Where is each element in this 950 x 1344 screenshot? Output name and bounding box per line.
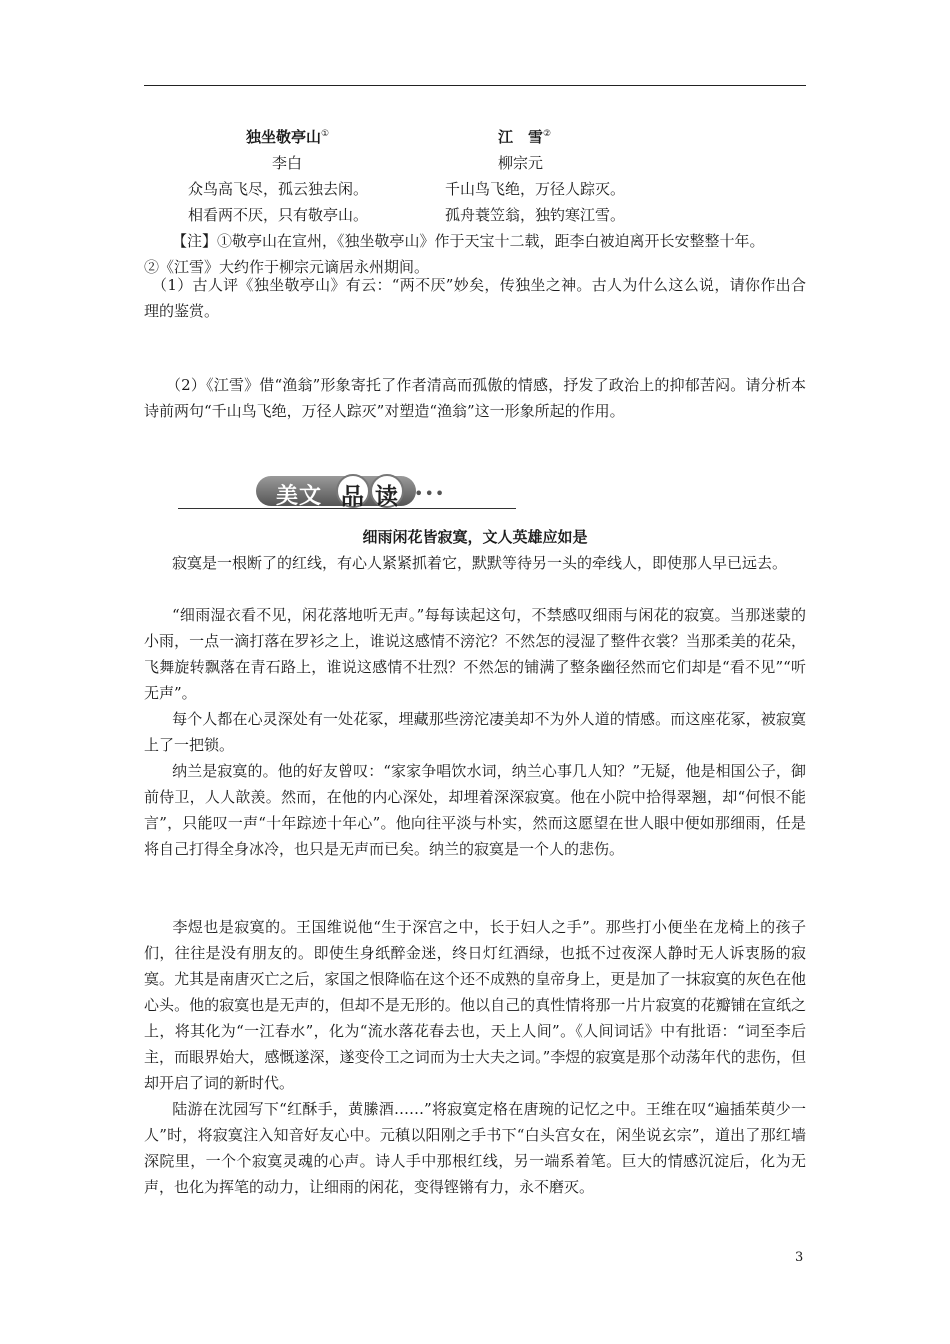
header-rule [144,85,806,86]
poem1-author: 李白 [272,154,303,172]
article-paragraph-3 [144,706,806,758]
article-paragraph-6-text: 陆游在沈园写下“红酥手，黄縢酒……”将寂寞定格在唐琬的记忆之中。王维在叹“遍插茱萸少一人”时，将寂寞注入知音好友心中。元稹以阳刚之手书下“白头宫女在，闲坐说玄宗”，道出了那红墙深院里，一个个寂寞灵魂的心声。诗人手中那根红线，另一端系着笔。巨大的情感沉淀后，化为无声，也化为挥笔的动力，让细雨的闲花，变得铿锵有力，永不磨灭。 [144,1100,806,1196]
section-banner-label: 美文 [276,483,323,509]
poem1-title-text: 独坐敬亭山 [246,128,322,146]
banner-char-du: 读 [375,483,398,510]
note-2: ②《江雪》大约作于柳宗元谪居永州期间。 [144,258,430,276]
article-paragraph-1 [144,550,806,576]
article-paragraph-4-text: 纳兰是寂寞的。他的好友曾叹：“家家争唱饮水词，纳兰心事几人知？”无疑，他是相国公子，御前侍卫，人人歆羡。然而，在他的内心深处，却埋着深深寂寞。他在小院中拾得翠翘，却“何恨不能言”，只能叹一声“十年踪迹十年心”。他向往平淡与朴实，然而这愿望在世人眼中便如那细雨，任是将自己打得全身冰冷，也只是无声而已矣。纳兰的寂寞是一个人的悲伤。 [144,762,806,858]
poem1-note-marker: ① [321,129,330,139]
article-paragraph-2 [144,602,806,706]
poem1-title [246,126,329,147]
article-paragraph-5 [144,914,806,1096]
poem1-line-2: 相看两不厌，只有敬亭山。 [188,206,369,224]
poem2-title-text: 江 雪 [498,128,544,146]
article-paragraph-4 [144,758,806,862]
note-1: 【注】①敬亭山在宣州，《独坐敬亭山》作于天宝十二载，距李白被迫离开长安整整十年。 [172,232,765,250]
article-paragraph-2-text: “细雨湿衣看不见，闲花落地听无声。”每每读起这句，不禁感叹细雨与闲花的寂寞。当那迷蒙的小雨，一点一滴打落在罗衫之上，谁说这感情不滂沱？不然怎的浸湿了整件衣裳？当那柔美的花朵，飞舞旋转飘落在青石路上，谁说这感情不壮烈？不然怎的铺满了整条幽径然而它们却是“看不见”“听无声”。 [144,606,806,702]
poem2-author: 柳宗元 [498,154,544,172]
poem2-line-2: 孤舟蓑笠翁，独钓寒江雪。 [445,206,626,224]
question-2: （2）《江雪》借“渔翁”形象寄托了作者清高而孤傲的情感，抒发了政治上的抑郁苦闷。请分析本诗前两句“千山鸟飞绝，万径人踪灭”对塑造“渔翁”这一形象所起的作用。 [144,376,806,420]
poem2-title [498,126,551,147]
poem1-line-1: 众鸟高飞尽，孤云独去闲。 [188,180,369,198]
banner-char-pin: 品 [341,483,364,510]
article-paragraph-6 [144,1096,806,1200]
article-title: 细雨闲花皆寂寞，文人英雄应如是 [362,528,588,546]
article-paragraph-5-text: 李煜也是寂寞的。王国维说他“生于深宫之中，长于妇人之手”。那些打小便坐在龙椅上的孩子们，往往是没有朋友的。即使生身纸醉金迷，终日灯红酒绿，也抵不过夜深人静时无人诉衷肠的寂寞。尤其是南唐灭亡之后，家国之恨降临在这个还不成熟的皇帝身上，更是加了一抹寂寞的灰色在他心头。他的寂寞也是无声的，但却不是无形的。他以自己的真性情将那一片片寂寞的花瓣铺在宣纸之上，将其化为“一江春水”，化为“流水落花春去也，天上人间”。《人间词话》中有批语：“词至李后主，而眼界始大，感慨遂深，遂变伶工之词而为士大夫之词。”李煜的寂寞是那个动荡年代的悲伤，但却开启了词的新时代。 [144,918,806,1092]
banner-dots: ••• [414,484,446,503]
page-number: 3 [795,1250,804,1265]
poem2-line-1: 千山鸟飞绝，万径人踪灭。 [445,180,626,198]
article-paragraph-3-text: 每个人都在心灵深处有一处花冢，埋藏那些滂沱凄美却不为外人道的情感。而这座花冢，被寂寞上了一把锁。 [144,710,806,754]
poem2-note-marker: ② [543,129,552,139]
article-paragraph-1-text: 寂寞是一根断了的红线，有心人紧紧抓着它，默默等待另一头的牵线人，即使那人早已远去。 [172,554,788,572]
question-1: （1）古人评《独坐敬亭山》有云：“两不厌”妙矣，传独坐之神。古人为什么这么说，请你作出合理的鉴赏。 [144,276,806,320]
